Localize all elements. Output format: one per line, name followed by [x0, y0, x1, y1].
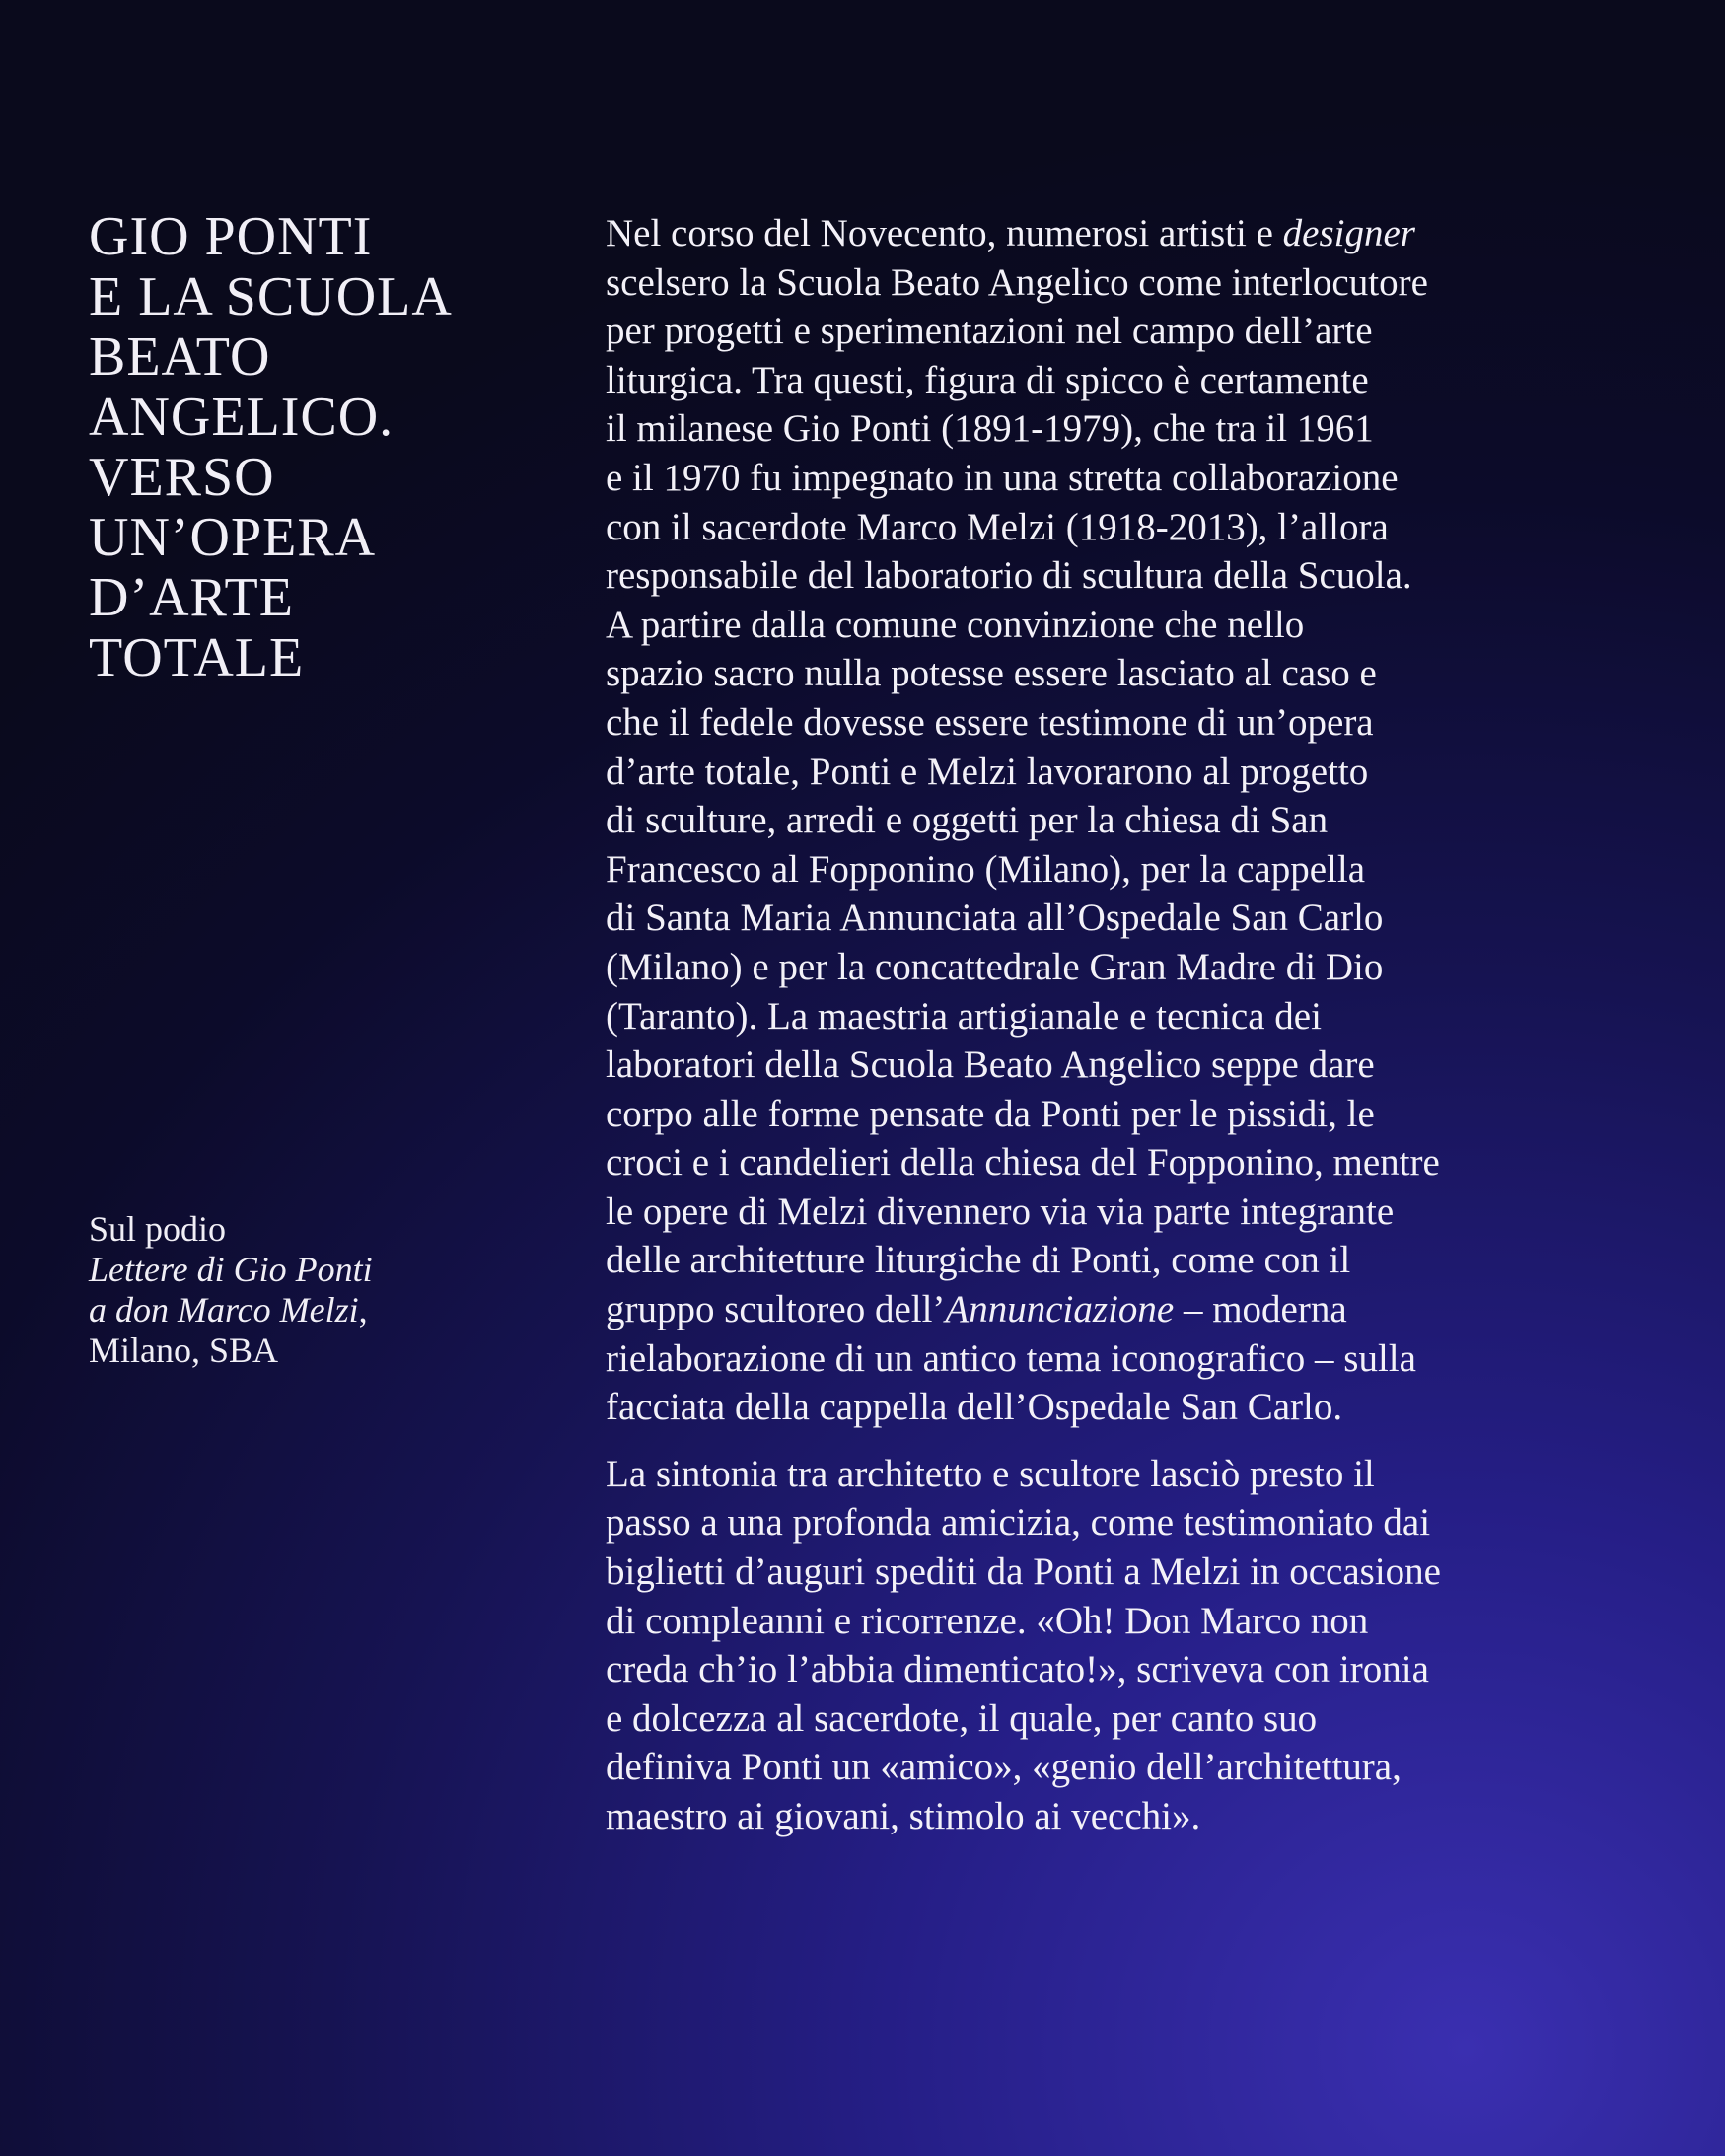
caption-comma: ,: [358, 1290, 368, 1330]
text-line: spazio sacro nulla potesse essere lasciato al caso e: [606, 652, 1377, 695]
title-line: E LA SCUOLA: [89, 266, 453, 327]
text-line: scelsero la Scuola Beato Angelico come interlocutore: [606, 260, 1428, 304]
text-line: le opere di Melzi divennero via via parte integrante: [606, 1189, 1395, 1233]
text-line: che il fedele dovesse essere testimone di un’opera: [606, 700, 1374, 744]
text-line: corpo alle forme pensate da Ponti per le pissidi, le: [606, 1092, 1375, 1135]
caption-work-title-end: a don Marco Melzi: [89, 1290, 359, 1330]
text-line: di sculture, arredi e oggetti per la chiesa di San: [606, 799, 1329, 842]
paragraph-1: [606, 209, 1671, 1432]
panel-title: [89, 207, 552, 688]
text-line: rielaborazione di un antico tema iconografico – sulla: [606, 1336, 1416, 1380]
text-line: A partire dalla comune convinzione che nello: [606, 603, 1305, 646]
title-line: TOTALE: [89, 627, 305, 688]
text-line: definiva Ponti un «amico», «genio dell’architettura,: [606, 1746, 1402, 1789]
text-line: e dolcezza al sacerdote, il quale, per canto suo: [606, 1696, 1318, 1740]
text-line: delle architetture liturgiche di Ponti, come con il: [606, 1239, 1351, 1282]
text-segment: gruppo scultoreo dell’: [606, 1288, 946, 1331]
italic-term: designer: [1282, 212, 1415, 254]
body-text: [606, 209, 1671, 1841]
text-line: responsabile del laboratorio di scultura della Scuola.: [606, 554, 1412, 598]
title-line: GIO PONTI: [89, 206, 373, 267]
text-line: Francesco al Fopponino (Milano), per la cappella: [606, 847, 1366, 891]
text-line: maestro ai giovani, stimolo ai vecchi».: [606, 1795, 1201, 1837]
object-caption: [89, 1209, 503, 1371]
text-line: (Taranto). La maestria artigianale e tecnica dei: [606, 994, 1322, 1038]
italic-term: Annunciazione: [945, 1288, 1175, 1331]
text-segment: – moderna: [1174, 1288, 1347, 1331]
text-line: creda ch’io l’abbia dimenticato!», scriveva con ironia: [606, 1648, 1429, 1691]
title-line: D’ARTE: [89, 567, 294, 628]
text-line: liturgica. Tra questi, figura di spicco è certamente: [606, 358, 1369, 401]
text-line: (Milano) e per la concattedrale Gran Madre di Dio: [606, 945, 1384, 988]
title-line: UN’OPERA: [89, 507, 377, 568]
text-line: laboratori della Scuola Beato Angelico seppe dare: [606, 1043, 1375, 1087]
title-line: ANGELICO.: [89, 387, 395, 448]
text-line: d’arte totale, Ponti e Melzi lavorarono al progetto: [606, 750, 1369, 793]
text-line: facciata della cappella dell’Ospedale San Carlo.: [606, 1386, 1343, 1429]
text-line: passo a una profonda amicizia, come testimoniato dai: [606, 1501, 1431, 1545]
caption-location: Sul podio: [89, 1209, 227, 1249]
text-line: per progetti e sperimentazioni nel campo dell’arte: [606, 310, 1373, 353]
title-line: VERSO: [89, 447, 275, 508]
text-line: di Santa Maria Annunciata all’Ospedale San Carlo: [606, 897, 1384, 940]
caption-work-title: Lettere di Gio Ponti: [89, 1250, 373, 1289]
paragraph-2: [606, 1450, 1671, 1841]
text-line: di compleanni e ricorrenze. «Oh! Don Marco non: [606, 1599, 1369, 1642]
text-segment: Nel corso del Novecento, numerosi artisti e: [606, 212, 1283, 254]
text-line: e il 1970 fu impegnato in una stretta collaborazione: [606, 456, 1399, 499]
caption-source: Milano, SBA: [89, 1330, 279, 1370]
text-line: biglietti d’auguri spediti da Ponti a Melzi in occasione: [606, 1550, 1441, 1594]
text-line: [606, 209, 1671, 258]
text-line: con il sacerdote Marco Melzi (1918-2013), l’allora: [606, 505, 1389, 548]
text-line: La sintonia tra architetto e scultore lasciò presto il: [606, 1452, 1375, 1495]
caption-work-title-cont: [89, 1290, 503, 1330]
text-line: [606, 1285, 1671, 1334]
text-line: il milanese Gio Ponti (1891-1979), che tra il 1961: [606, 407, 1374, 451]
text-line: croci e i candelieri della chiesa del Fopponino, mentre: [606, 1141, 1440, 1185]
title-line: BEATO: [89, 326, 271, 388]
